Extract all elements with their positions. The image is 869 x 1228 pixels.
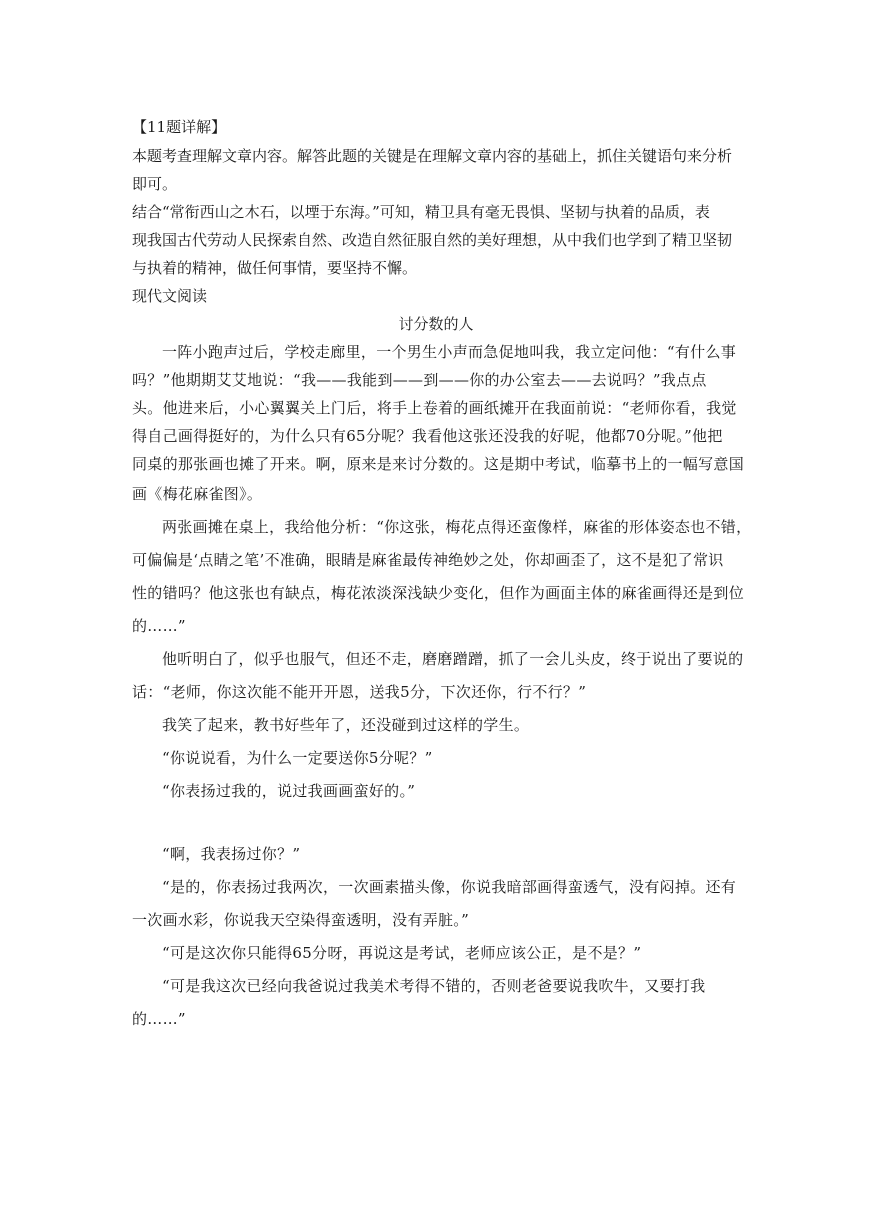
page-gap	[132, 808, 740, 838]
paragraph-line: “你说说看，为什么一定要送你5分呢？”	[162, 749, 433, 767]
paragraph-line: 可偏偏是‘点睛之笔’不准确，眼睛是麻雀最传神绝妙之处，你却画歪了，这不是犯了常识	[132, 551, 724, 569]
paragraph-line: 得自己画得挺好的，为什么只有65分呢？我看他这张还没我的好呢，他都70分呢。”他把	[132, 427, 723, 445]
paragraph-line: “是的，你表扬过我两次，一次画素描头像，你说我暗部画得蛮透气，没有闷掉。还有	[162, 878, 737, 896]
analysis-line: 结合“常衔西山之木石，以堙于东海。”可知，精卫具有毫无畏惧、坚韧与执着的品质，表	[132, 203, 710, 221]
paragraph-line: 一次画水彩，你说我天空染得蛮透明，没有弄脏。”	[132, 911, 470, 929]
paragraph	[132, 970, 740, 1036]
paragraph-line: 我笑了起来，教书好些年了，还没碰到过这样的学生。	[162, 716, 530, 734]
paragraph-line: “可是这次你只能得65分呀，再说这是考试，老师应该公正，是不是？”	[162, 944, 642, 962]
analysis-line: 即可。	[132, 175, 178, 193]
paragraph	[132, 338, 745, 511]
paragraph	[132, 937, 740, 970]
paragraph-line: “啊，我表扬过你？”	[162, 845, 301, 863]
document-page	[132, 112, 752, 1036]
analysis-block	[132, 142, 740, 282]
analysis-line: 与执着的精神，做任何事情，要坚持不懈。	[132, 259, 418, 277]
paragraph-line: 话：“老师，你这次能不能开开恩，送我5分，下次还你，行不行？”	[132, 683, 587, 701]
paragraph-line: 他听明白了，似乎也服气，但还不走，磨磨蹭蹭，抓了一会儿头皮，终于说出了要说的	[162, 650, 744, 668]
paragraph-line: “你表扬过我的，说过我画画蛮好的。”	[162, 782, 416, 800]
paragraph	[132, 511, 752, 643]
paragraph	[132, 838, 740, 871]
analysis-line: 本题考查理解文章内容。解答此题的关键是在理解文章内容的基础上，抓住关键语句来分析	[132, 147, 733, 165]
paragraph	[132, 775, 740, 808]
paragraph-line: 的……”	[132, 1010, 186, 1028]
paragraph-line: 一阵小跑声过后，学校走廊里，一个男生小声而急促地叫我，我立定问他：“有什么事	[162, 343, 737, 361]
paragraph	[132, 709, 740, 742]
paragraph	[132, 871, 740, 937]
paragraph-line: 吗？”他期期艾艾地说：“我——我能到——到——你的办公室去——去说吗？”我点点	[132, 371, 707, 389]
paragraph-line: 头。他进来后，小心翼翼关上门后，将手上卷着的画纸摊开在我面前说：“老师你看，我觉	[132, 399, 737, 417]
paragraph-line: 两张画摊在桌上，我给他分析：“你这张，梅花点得还蛮像样，麻雀的形体姿态也不错，	[162, 518, 752, 536]
paragraph-line: 的……”	[132, 617, 186, 635]
paragraph-line: 画《梅花麻雀图》。	[132, 485, 263, 503]
subsection-heading: 现代文阅读	[132, 287, 208, 305]
story-title: 讨分数的人	[398, 315, 474, 333]
section-heading: 【11题详解】	[132, 118, 227, 136]
paragraph-line: 同桌的那张画也摊了开来。啊，原来是来讨分数的。这是期中考试，临摹书上的一幅写意国	[132, 455, 745, 473]
paragraph-line: “可是我这次已经向我爸说过我美术考得不错的，否则老爸要说我吹牛，又要打我	[162, 977, 706, 995]
analysis-line: 现我国古代劳动人民探索自然、改造自然征服自然的美好理想，从中我们也学到了精卫坚韧	[132, 231, 733, 249]
paragraph-line: 性的错吗？他这张也有缺点，梅花浓淡深浅缺少变化，但作为画面主体的麻雀画得还是到位	[132, 584, 745, 602]
paragraph	[132, 742, 740, 775]
paragraph	[132, 643, 744, 709]
story-body	[132, 338, 752, 1036]
